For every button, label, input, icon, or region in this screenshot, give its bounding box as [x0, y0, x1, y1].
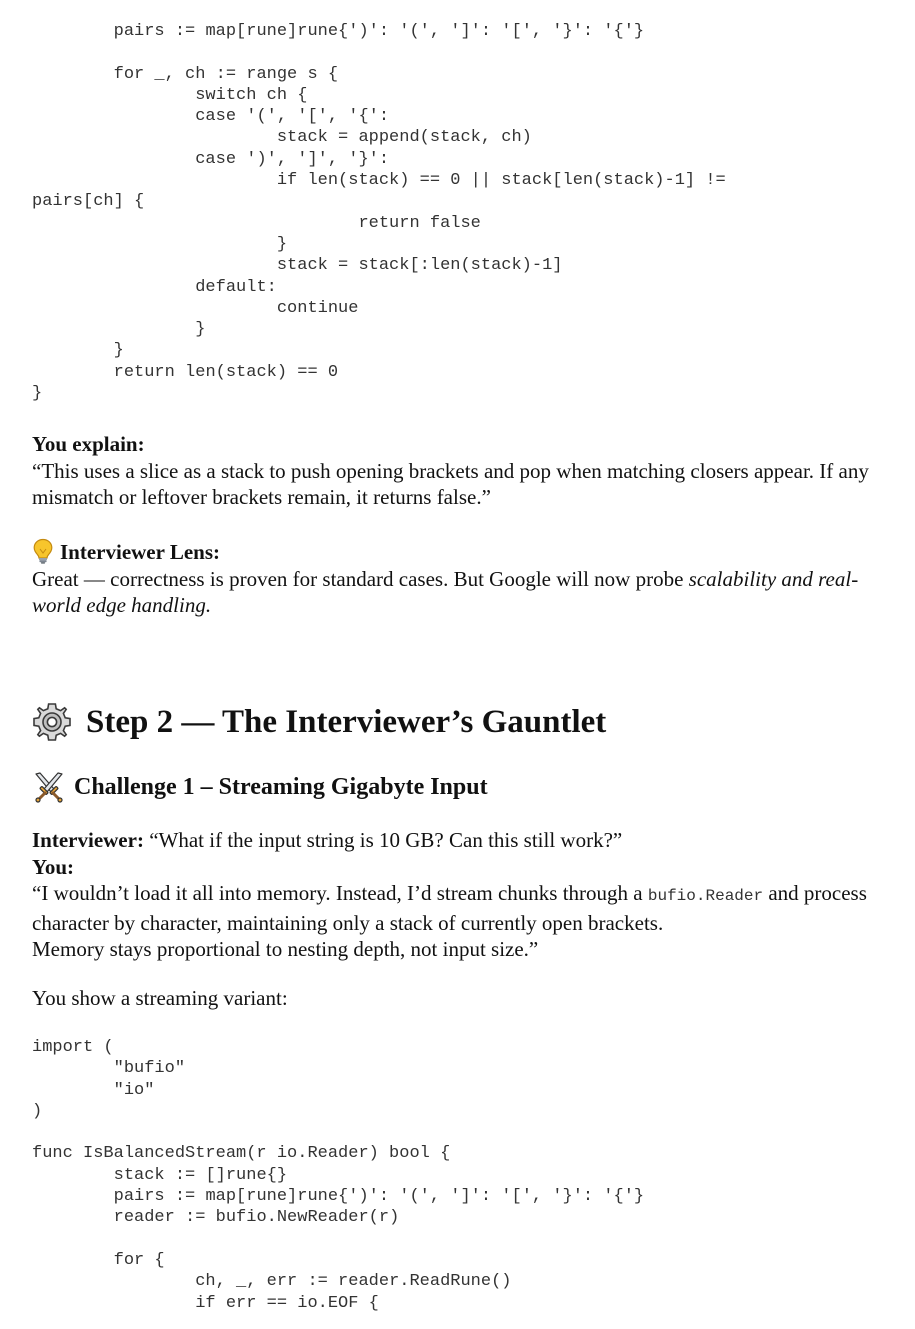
code-line: stack = append(stack, ch) [32, 128, 532, 148]
code-line: case '(', '[', '{': [32, 107, 390, 127]
interviewer-text: “What if the input string is 10 GB? Can this still work?” [143, 828, 623, 852]
code-block-is-balanced-stream [32, 1037, 644, 1314]
code-line: func IsBalancedStream(r io.Reader) bool { [32, 1144, 451, 1164]
code-line: for { [32, 1250, 165, 1270]
explain-label: You explain: [32, 432, 145, 456]
step-title: Step 2 — The Interviewer’s Gauntlet [86, 703, 607, 740]
code-line: case ')', ']', '}': [32, 149, 390, 169]
challenge-heading [32, 770, 488, 804]
you-code: bufio.Reader [647, 887, 764, 905]
explain-section [32, 431, 892, 511]
step-heading [32, 700, 606, 744]
explain-text: “This uses a slice as a stack to push opening brackets and pop when matching closers appear. If any mismatch or leftover brackets remain, it returns false.” [32, 458, 869, 509]
code-line: continue [32, 298, 359, 318]
lens-text-plain: Great — correctness is proven for standard cases. But Google will now probe [32, 566, 689, 591]
code-line [32, 1229, 644, 1250]
code-line: } [32, 320, 206, 340]
code-line: return len(stack) == 0 [32, 362, 339, 382]
code-line: if err == io.EOF { [32, 1293, 379, 1313]
code-line: return false [32, 213, 481, 233]
you-text-2: and process character by character, maintaining only a stack of currently open brackets. [32, 881, 867, 935]
code-line: stack := []rune{} [32, 1165, 288, 1185]
you-text-1: “I wouldn’t load it all into memory. Instead, I’d stream chunks through a [32, 881, 648, 905]
code-line: ) [32, 1101, 43, 1121]
dialog-section [32, 827, 892, 963]
interviewer-label: Interviewer: [32, 828, 144, 852]
you-text [32, 880, 892, 936]
crossed-swords-icon [32, 771, 66, 803]
code-line: pairs := map[rune]rune{')': '(', ']': '[', '}': '{'} [32, 22, 645, 41]
code-line [32, 42, 726, 63]
interviewer-line [32, 827, 892, 854]
code-line: default: [32, 277, 277, 297]
code-line: "io" [32, 1080, 155, 1100]
lens-heading [32, 538, 892, 566]
streaming-intro: You show a streaming variant: [32, 986, 288, 1010]
lens-text [32, 566, 892, 619]
code-line [32, 1122, 644, 1143]
code-line: pairs := map[rune]rune{')': '(', ']': '[', '}': '{'} [32, 1187, 645, 1207]
you-text-3: Memory stays proportional to nesting depth, not input size.” [32, 937, 539, 961]
code-line: } [32, 234, 288, 254]
code-line: import ( [32, 1038, 114, 1057]
challenge-title: Challenge 1 – Streaming Gigabyte Input [74, 773, 488, 800]
lens-label: Interviewer Lens: [60, 540, 220, 564]
streaming-intro-section [32, 985, 892, 1012]
lightbulb-icon [32, 538, 54, 564]
code-block-is-balanced [32, 21, 726, 404]
code-line: stack = stack[:len(stack)-1] [32, 256, 563, 276]
code-line: } [32, 341, 124, 361]
lens-text-italic: scalability and real-world edge handling. [32, 566, 859, 617]
interviewer-lens-section [32, 538, 892, 619]
code-line: "bufio" [32, 1059, 186, 1079]
code-line: for _, ch := range s { [32, 64, 339, 84]
code-line: ch, _, err := reader.ReadRune() [32, 1272, 512, 1292]
code-line: pairs[ch] { [32, 192, 145, 212]
code-line: switch ch { [32, 85, 308, 105]
code-line: reader := bufio.NewReader(r) [32, 1208, 400, 1228]
code-line: } [32, 384, 43, 404]
gear-icon [32, 702, 72, 742]
code-line: if len(stack) == 0 || stack[len(stack)-1] != [32, 171, 726, 191]
you-label: You: [32, 854, 75, 879]
